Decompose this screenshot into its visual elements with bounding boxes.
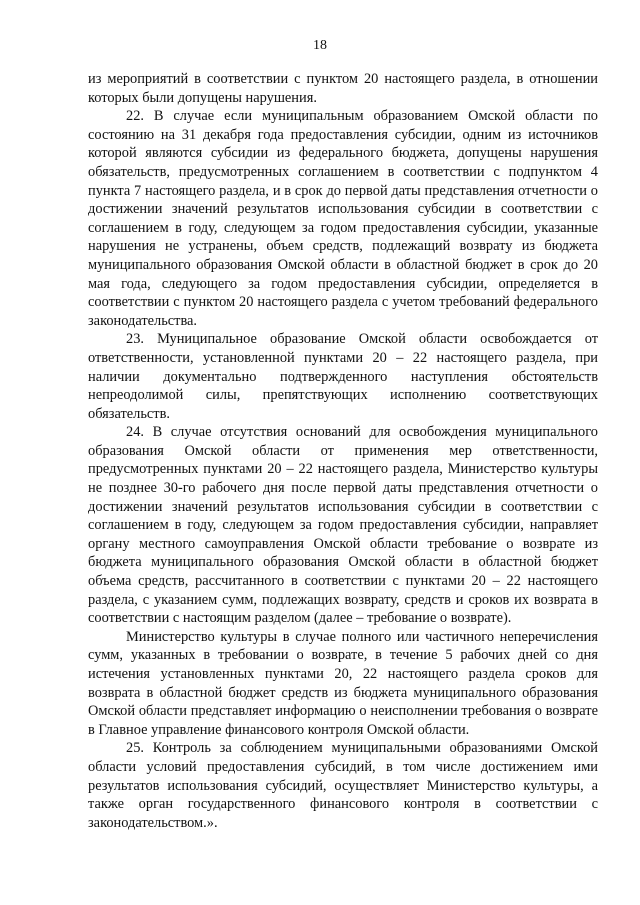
page-number: 18 (313, 38, 327, 53)
paragraph-23: 23. Муниципальное образование Омской области освобождается от ответственности, установленной пунктами 20 – 22 настоящего раздела, при наличии документально подтвержденного наступления обстоятельств непреодолимой силы, препятствующих исполнению соответствующих обязательств. (88, 331, 598, 422)
paragraph-24: 24. В случае отсутствия оснований для освобождения муниципального образования Омской области от применения мер ответственности, предусмотренных пунктами 20 – 22 настоящего раздела, Министерство культуры не позднее 30-го рабочего дня после первой даты представления отчетности о достижении значений результатов использования субсидии в соответствии с соглашением в году, следующем за годом предоставления субсидии, направляет органу местного самоуправления Омской области требование о возврате из бюджета муниципального образования Омской области в областной бюджет объема средств, рассчитанного в соответствии с пунктами 20 – 22 настоящего раздела, с указанием сумм, подлежащих возврату, средств и сроков их возврата в соответствии с настоящим разделом (далее – требование о возврате). (88, 424, 598, 627)
paragraph-24-ministry-note: Министерство культуры в случае полного или частичного неперечисления сумм, указанных в требовании о возврате, в течение 5 рабочих дней со дня истечения установленных пунктами 20, 22 настоящего раздела сроков для возврата в областной бюджет средств из бюджета муниципального образования Омской области представляет информацию о неисполнении требования о возврате в Главное управление финансового контроля Омской области. (88, 628, 598, 738)
paragraph-continuation: из мероприятий в соответствии с пунктом 20 настоящего раздела, в отношении которых были допущены нарушения. (88, 71, 598, 106)
paragraph-25: 25. Контроль за соблюдением муниципальными образованиями Омской области условий предоставления субсидий, в том числе достижением ими результатов использования субсидий, осуществляет Министерство культуры, а также орган государственного финансового контроля в соответствии с законодательством.». (88, 740, 598, 831)
document-body (88, 70, 598, 832)
paragraph-22: 22. В случае если муниципальным образованием Омской области по состоянию на 31 декабря года предоставления субсидии, одним из источников которой являются субсидии из федерального бюджета, допущены нарушения обязательств, предусмотренных соглашением в соответствии с подпунктом 4 пункта 7 настоящего раздела, и в срок до первой даты представления отчетности о достижении значений результатов использования субсидии в соответствии с соглашением в году, следующем за годом предоставления субсидии, указанные нарушения не устранены, объем средств, подлежащий возврату из бюджета муниципального образования Омской области в областной бюджет в срок до 20 мая года, следующего за годом предоставления субсидии, определяется в соответствии с пунктом 20 настоящего раздела с учетом требований федерального законодательства. (88, 108, 598, 329)
